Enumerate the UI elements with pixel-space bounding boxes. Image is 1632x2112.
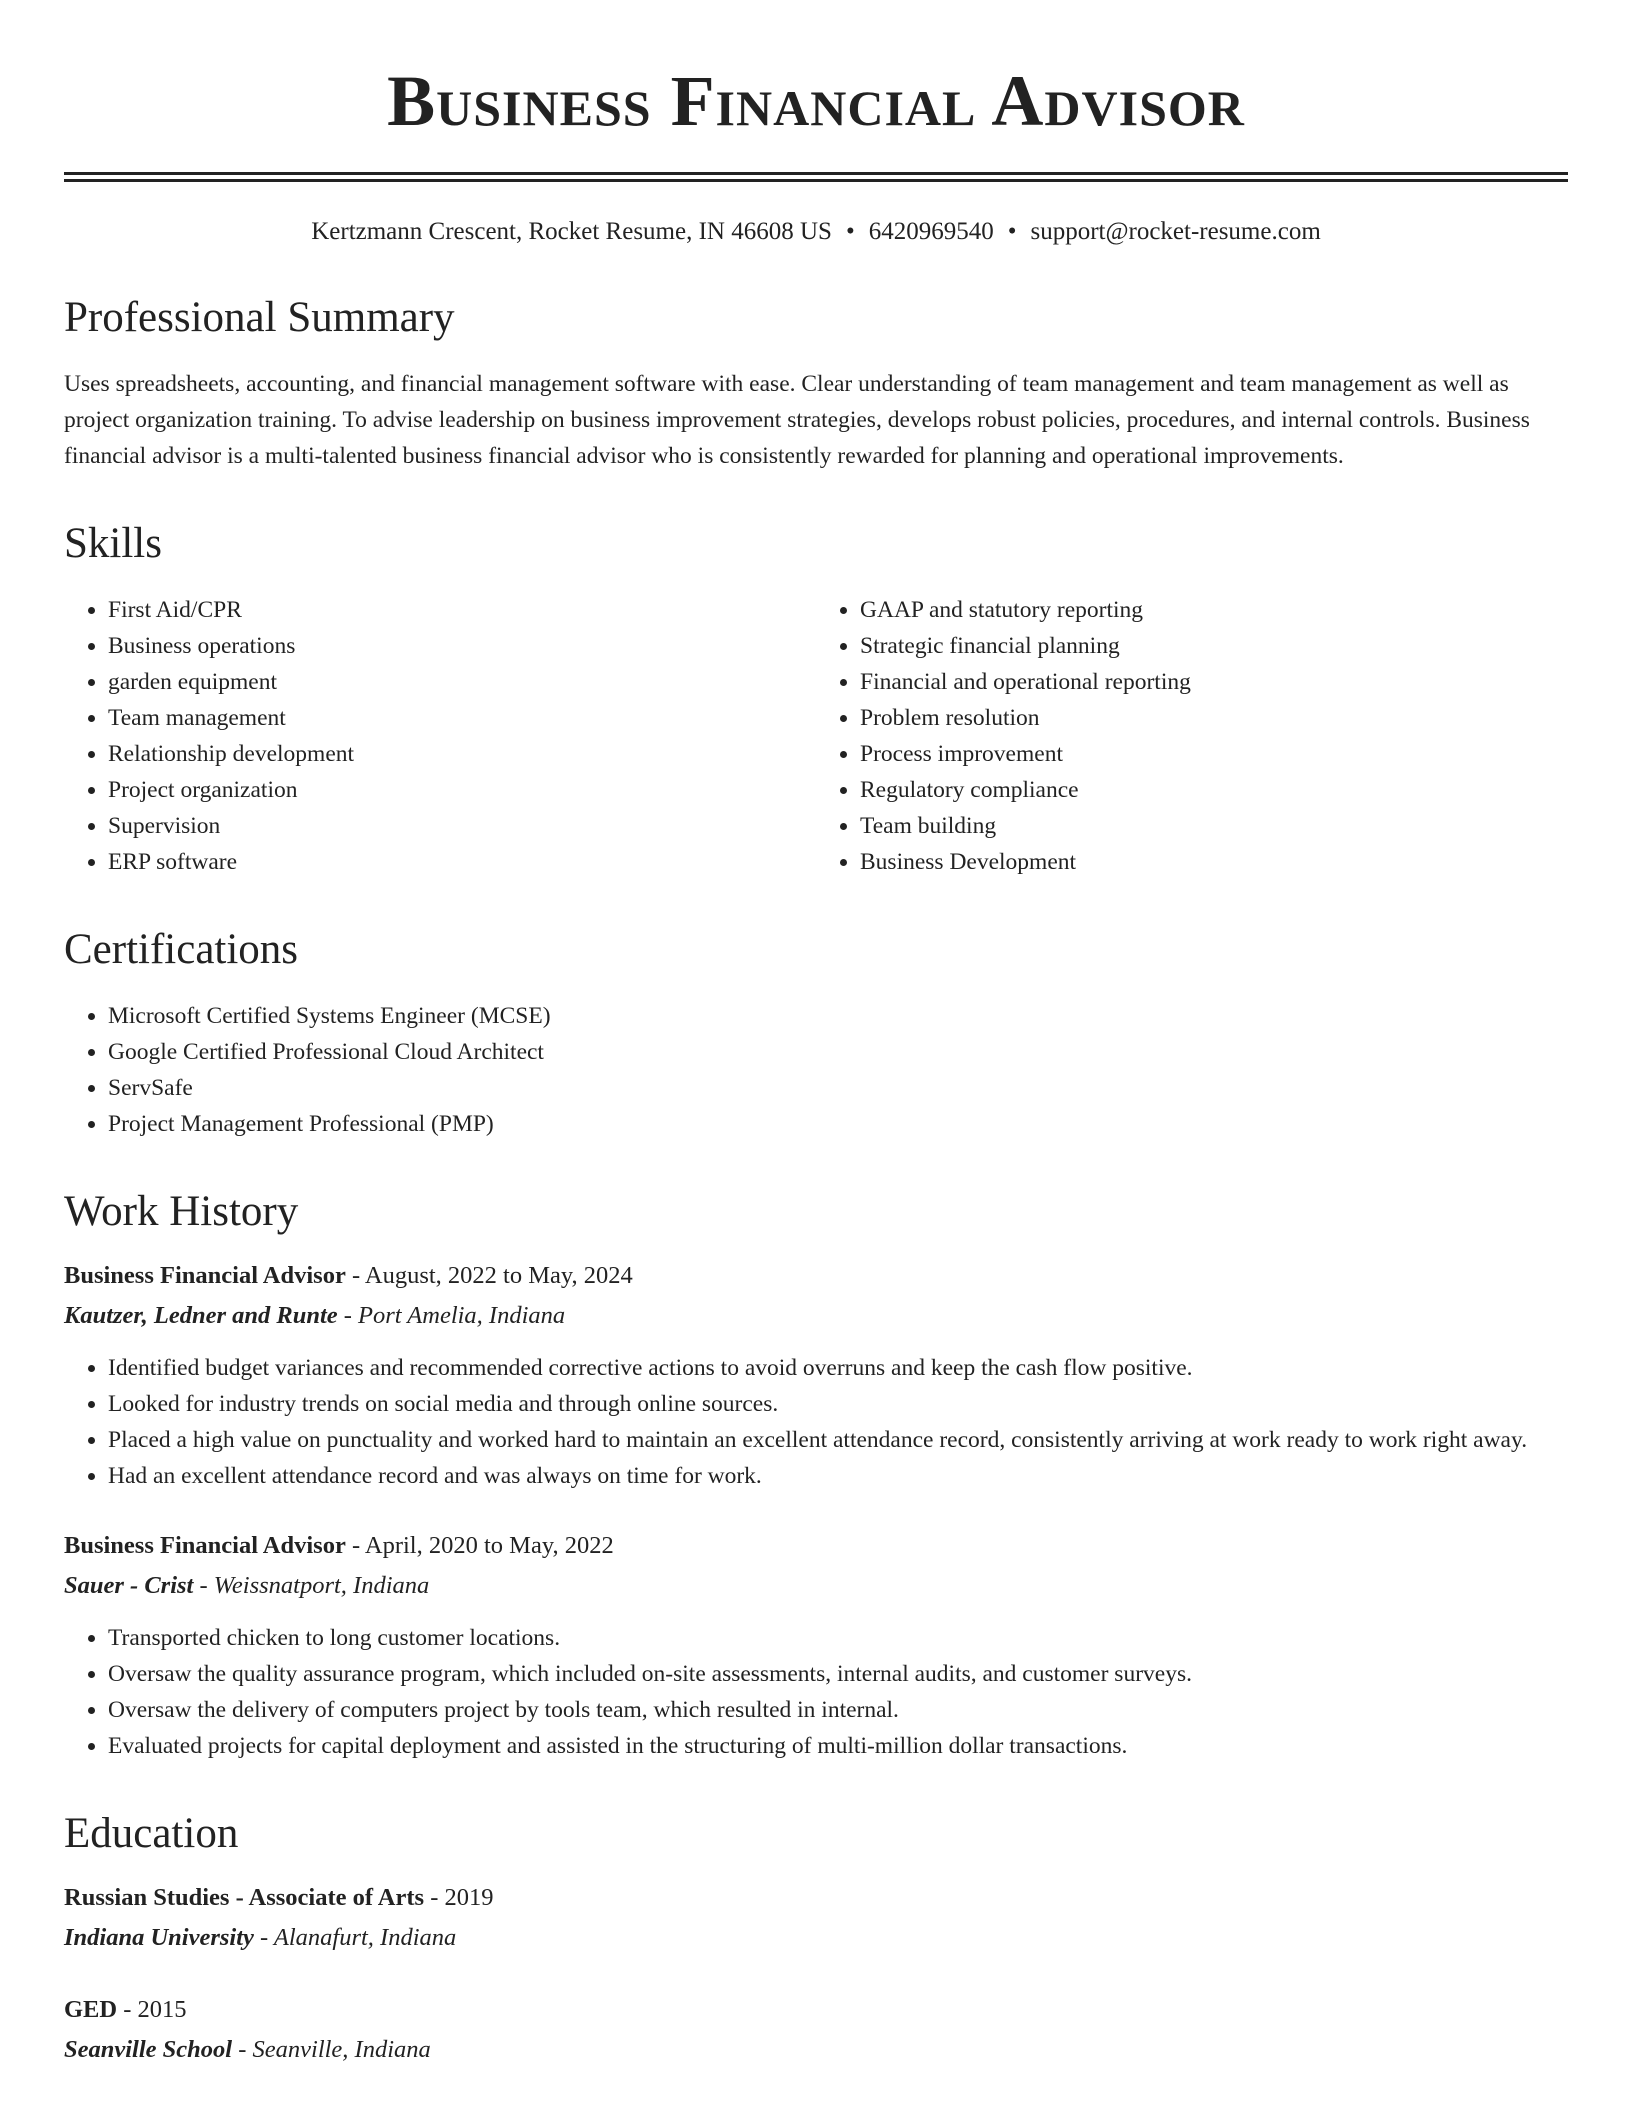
job-title: Business Financial Advisor	[64, 1262, 346, 1289]
job-title-line	[64, 1528, 1568, 1564]
skill-item: • Relationship development	[108, 736, 816, 772]
contact-separator: •	[845, 218, 855, 245]
skill-item: • Team management	[108, 700, 816, 736]
skill-item: • Business operations	[108, 628, 816, 664]
education-entry	[64, 1992, 1568, 2068]
contact-address: Kertzmann Crescent, Rocket Resume, IN 46608 US	[311, 218, 832, 245]
education-heading: Education	[64, 1810, 239, 1857]
job-dates: - April, 2020 to May, 2022	[345, 1532, 614, 1559]
skill-item: • Process improvement	[860, 736, 1568, 772]
job-company: Sauer - Crist	[64, 1572, 194, 1599]
contact-separator: •	[1007, 218, 1017, 245]
job-entry	[64, 1528, 1568, 1764]
education-school: Indiana University	[64, 1924, 254, 1951]
skill-item: • Financial and operational reporting	[860, 664, 1568, 700]
contact-line	[64, 216, 1568, 248]
education-degree-line	[64, 1880, 1568, 1916]
education-year: - 2015	[117, 1996, 187, 2023]
education-year: - 2019	[424, 1884, 494, 1911]
job-bullet: • Oversaw the delivery of computers project by tools team, which resulted in internal.	[108, 1692, 1568, 1728]
education-school-line	[64, 2032, 1568, 2068]
certification-item: • ServSafe	[108, 1070, 1568, 1106]
job-company-line	[64, 1298, 1568, 1334]
job-bullet: • Placed a high value on punctuality and worked hard to maintain an excellent attendance record, consistently arriving at work ready to work right away.	[108, 1422, 1568, 1458]
skill-item: • GAAP and statutory reporting	[860, 592, 1568, 628]
education-degree: Russian Studies - Associate of Arts	[64, 1884, 425, 1911]
education-school-line	[64, 1920, 1568, 1956]
job-bullets	[64, 1350, 1568, 1494]
title-divider	[64, 172, 1568, 182]
skill-item: • garden equipment	[108, 664, 816, 700]
contact-email: support@rocket-resume.com	[1030, 218, 1321, 245]
certifications-list	[64, 998, 1568, 1142]
summary-heading: Professional Summary	[64, 294, 455, 341]
skills-columns	[64, 592, 1568, 880]
skills-right-list	[816, 592, 1568, 880]
job-company-line	[64, 1568, 1568, 1604]
summary-text: Uses spreadsheets, accounting, and financial management software with ease. Clear understanding of team management and team management as well as project organization training. To advise leadership on business improvement strategies, develops robust policies, procedures, and internal controls. Business financial advisor is a multi-talented business financial advisor who is consistently rewarded for planning and operational improvements.	[64, 371, 1530, 469]
skill-item: • First Aid/CPR	[108, 592, 816, 628]
education-location: - Alanafurt, Indiana	[253, 1924, 457, 1951]
skills-left-list	[64, 592, 816, 880]
contact-phone: 6420969540	[868, 218, 994, 245]
job-dates: - August, 2022 to May, 2024	[345, 1262, 633, 1289]
job-bullet: • Transported chicken to long customer locations.	[108, 1620, 1568, 1656]
skill-item: • Team building	[860, 808, 1568, 844]
job-bullet: • Had an excellent attendance record and was always on time for work.	[108, 1458, 1568, 1494]
job-title-line	[64, 1258, 1568, 1294]
education-location: - Seanville, Indiana	[232, 2036, 431, 2063]
education-school: Seanville School	[64, 2036, 233, 2063]
skill-item: • Regulatory compliance	[860, 772, 1568, 808]
certifications-heading: Certifications	[64, 926, 299, 973]
job-bullet: • Identified budget variances and recommended corrective actions to avoid overruns and keep the cash flow positive.	[108, 1350, 1568, 1386]
job-title: Business Financial Advisor	[64, 1532, 346, 1559]
job-bullets	[64, 1620, 1568, 1764]
certification-item: • Microsoft Certified Systems Engineer (MCSE)	[108, 998, 1568, 1034]
job-bullet: • Evaluated projects for capital deployment and assisted in the structuring of multi-million dollar transactions.	[108, 1728, 1568, 1764]
certification-item: • Google Certified Professional Cloud Architect	[108, 1034, 1568, 1070]
education-degree-line	[64, 1992, 1568, 2028]
education-entry	[64, 1880, 1568, 1956]
skill-item: • Supervision	[108, 808, 816, 844]
resume-page	[64, 0, 1568, 2068]
work-history-heading: Work History	[64, 1188, 299, 1235]
skills-heading: Skills	[64, 520, 162, 567]
job-company: Kautzer, Ledner and Runte	[64, 1302, 338, 1329]
skill-item: • Project organization	[108, 772, 816, 808]
job-entry	[64, 1258, 1568, 1494]
job-location: - Port Amelia, Indiana	[337, 1302, 566, 1329]
skill-item: • Problem resolution	[860, 700, 1568, 736]
job-bullet: • Oversaw the quality assurance program, which included on-site assessments, internal audits, and customer surveys.	[108, 1656, 1568, 1692]
education-degree: GED	[64, 1996, 118, 2023]
skill-item: • ERP software	[108, 844, 816, 880]
certification-item: • Project Management Professional (PMP)	[108, 1106, 1568, 1142]
job-bullet: • Looked for industry trends on social media and through online sources.	[108, 1386, 1568, 1422]
skill-item: • Business Development	[860, 844, 1568, 880]
skill-item: • Strategic financial planning	[860, 628, 1568, 664]
resume-title: Business Financial Advisor	[387, 61, 1245, 141]
job-location: - Weissnatport, Indiana	[193, 1572, 430, 1599]
